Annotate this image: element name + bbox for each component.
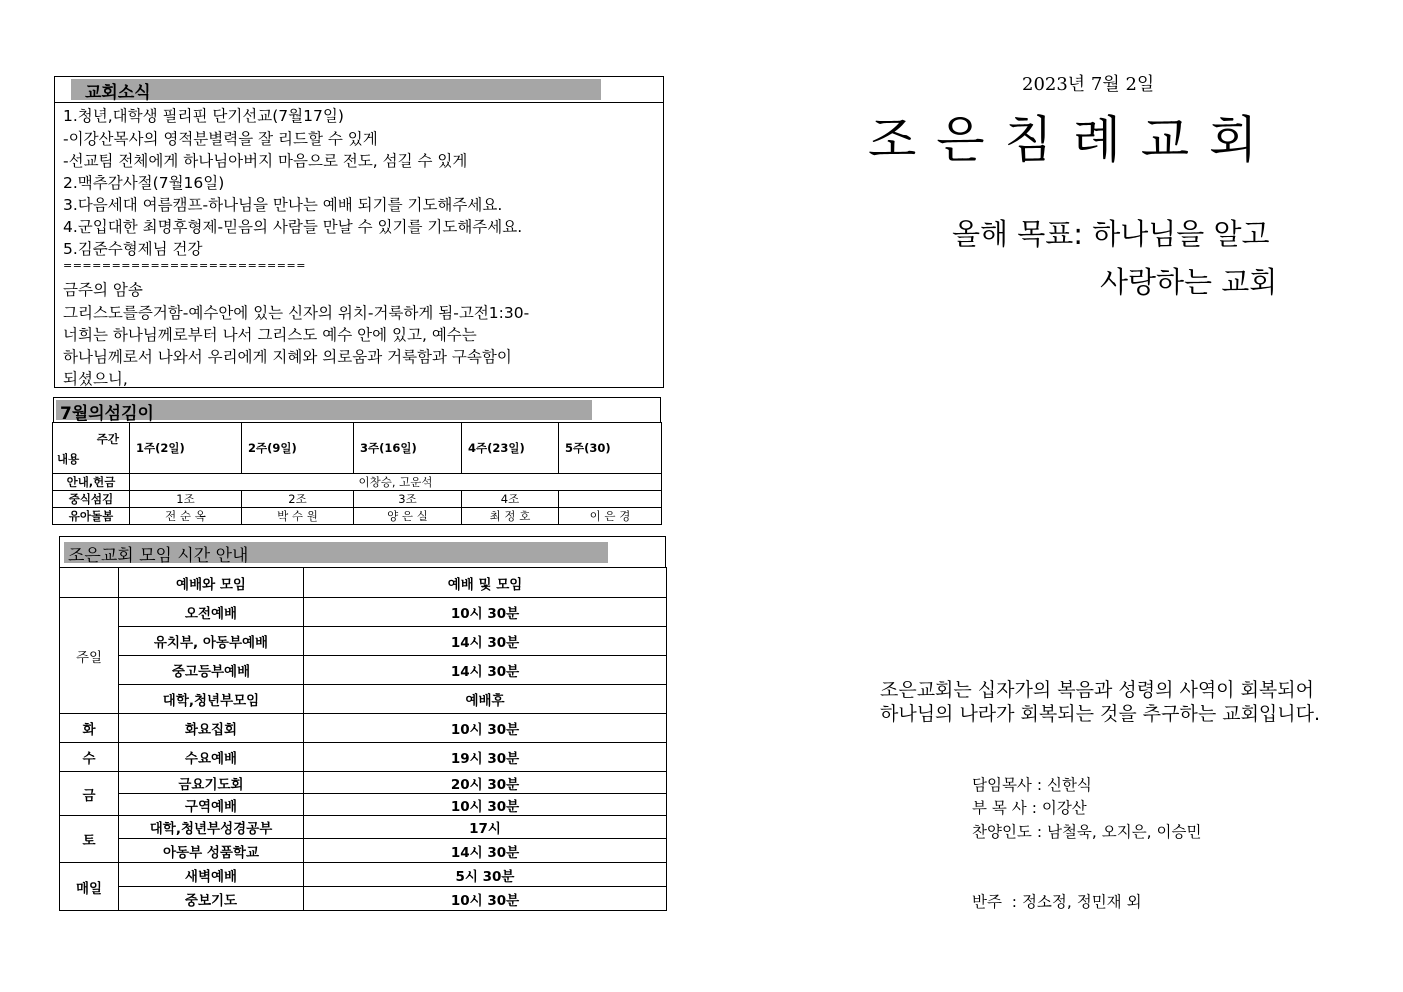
news-title: 교회소식 [85,83,151,103]
week-header: 3주(16일) [354,423,462,474]
nursery-cell: 박 수 원 [242,508,354,525]
meeting-time: 19시 30분 [304,743,667,772]
guide-label: 안내,헌금 [53,474,130,491]
duty-row-guide [53,474,662,491]
schedule-row [60,887,667,911]
nursery-cell: 전 순 옥 [130,508,242,525]
meeting-time: 17시 [304,816,667,839]
memory-verse-line: 하나님께로서 나와서 우리에게 지혜와 의로움과 거룩함과 구속함이 [63,348,512,366]
duty-corner-cell [53,423,130,474]
duty-table [52,422,662,525]
day-label: 토 [60,816,119,863]
schedule-row [60,839,667,863]
schedule-row [60,794,667,816]
goal-line-2: 사랑하는 교회 [1100,265,1278,299]
news-line: 2.맥추감사절(7월16일) [63,174,225,192]
day-label: 매일 [60,863,119,911]
nursery-cell: 최 정 호 [462,508,559,525]
duty-header-row [53,423,662,474]
meeting-name: 금요기도회 [119,772,304,794]
duty-title-box [53,397,661,423]
associate-pastor: 부 목 사 : 이강산 [972,799,1087,817]
schedule-col-header: 예배 및 모임 [304,568,667,598]
meeting-time: 20시 30분 [304,772,667,794]
nursery-cell: 이 은 경 [559,508,662,525]
memory-verse-title: 금주의 암송 [63,281,143,299]
meeting-time: 10시 30분 [304,714,667,743]
day-label: 주일 [60,598,119,714]
duty-title: 7월의섬김이 [60,404,154,424]
week-header: 5주(30) [559,423,662,474]
schedule-row [60,863,667,887]
meeting-name: 중고등부예배 [119,656,304,685]
week-header: 1주(2일) [130,423,242,474]
schedule-title: 조은교회 모임 시간 안내 [68,546,249,566]
header-week-label: 주간 [96,432,119,446]
schedule-title-box [59,536,666,568]
schedule-corner-cell [60,568,119,598]
meeting-name: 대학,청년부성경공부 [119,816,304,839]
header-content-label: 내용 [57,452,80,466]
meeting-name: 아동부 성품학교 [119,839,304,863]
accompanists: 반주 : 정소정, 정민재 외 [972,893,1142,911]
week-header: 4주(23일) [462,423,559,474]
nursery-cell: 양 은 실 [354,508,462,525]
news-line: -선교팀 전체에게 하나님아버지 마음으로 전도, 섬길 수 있게 [63,152,468,170]
meal-cell: 4조 [462,491,559,508]
schedule-header-row [60,568,667,598]
guide-value: 이창승, 고운석 [130,474,662,491]
meeting-name: 화요집회 [119,714,304,743]
schedule-table [59,567,667,911]
meeting-time: 10시 30분 [304,598,667,627]
memory-verse-line: 너희는 하나님께로부터 나서 그리스도 예수 안에 있고, 예수는 [63,326,477,344]
duty-row-meal [53,491,662,508]
schedule-row [60,743,667,772]
bulletin-date: 2023년 7월 2일 [1022,74,1155,95]
goal-line-1: 올해 목표: 하나님을 알고 [952,217,1270,251]
news-separator: ========================= [63,259,306,272]
senior-pastor: 담임목사 : 신한식 [972,776,1092,794]
news-line: 1.청년,대학생 필리핀 단기선교(7월17일) [63,107,344,125]
schedule-col-header: 예배와 모임 [119,568,304,598]
church-news-box [54,76,664,388]
meeting-time: 14시 30분 [304,839,667,863]
worship-leaders: 찬양인도 : 남철욱, 오지은, 이승민 [972,823,1202,841]
meal-cell [559,491,662,508]
meeting-name: 구역예배 [119,794,304,816]
meeting-time: 예배후 [304,685,667,714]
day-label: 화 [60,714,119,743]
memory-verse-line: 되셨으니, [63,370,128,388]
meeting-time: 14시 30분 [304,656,667,685]
schedule-row [60,656,667,685]
meeting-name: 대학,청년부모임 [119,685,304,714]
mission-line-2: 하나님의 나라가 회복되는 것을 추구하는 교회입니다. [880,703,1321,725]
meeting-name: 중보기도 [119,887,304,911]
meeting-time: 10시 30분 [304,794,667,816]
mission-line-1: 조은교회는 십자가의 복음과 성령의 사역이 회복되어 [880,679,1314,701]
meeting-name: 수요예배 [119,743,304,772]
news-title-divider [55,102,663,103]
nursery-label: 유아돌봄 [53,508,130,525]
news-line: -이강산목사의 영적분별력을 잘 리드할 수 있게 [63,130,378,148]
meal-cell: 1조 [130,491,242,508]
day-label: 금 [60,772,119,816]
week-header: 2주(9일) [242,423,354,474]
meeting-name: 유치부, 아동부예배 [119,627,304,656]
schedule-row [60,714,667,743]
news-line: 3.다음세대 여름캠프-하나님을 만나는 예배 되기를 기도해주세요. [63,196,503,214]
meeting-time: 14시 30분 [304,627,667,656]
meeting-time: 10시 30분 [304,887,667,911]
schedule-row [60,685,667,714]
meal-cell: 2조 [242,491,354,508]
schedule-row [60,598,667,627]
schedule-row [60,627,667,656]
meal-label: 중식섬김 [53,491,130,508]
schedule-row [60,816,667,839]
schedule-row [60,772,667,794]
meeting-name: 오전예배 [119,598,304,627]
news-line: 4.군입대한 최명후형제-믿음의 사람들 만날 수 있기를 기도해주세요. [63,218,523,236]
church-name: 조 은 침 례 교 회 [868,111,1260,169]
meal-cell: 3조 [354,491,462,508]
meeting-time: 5시 30분 [304,863,667,887]
news-line: 5.김준수형제님 건강 [63,240,203,258]
memory-verse-line: 그리스도를증거함-예수안에 있는 신자의 위치-거룩하게 됨-고전1:30- [63,304,530,322]
duty-row-nursery [53,508,662,525]
meeting-name: 새벽예배 [119,863,304,887]
day-label: 수 [60,743,119,772]
